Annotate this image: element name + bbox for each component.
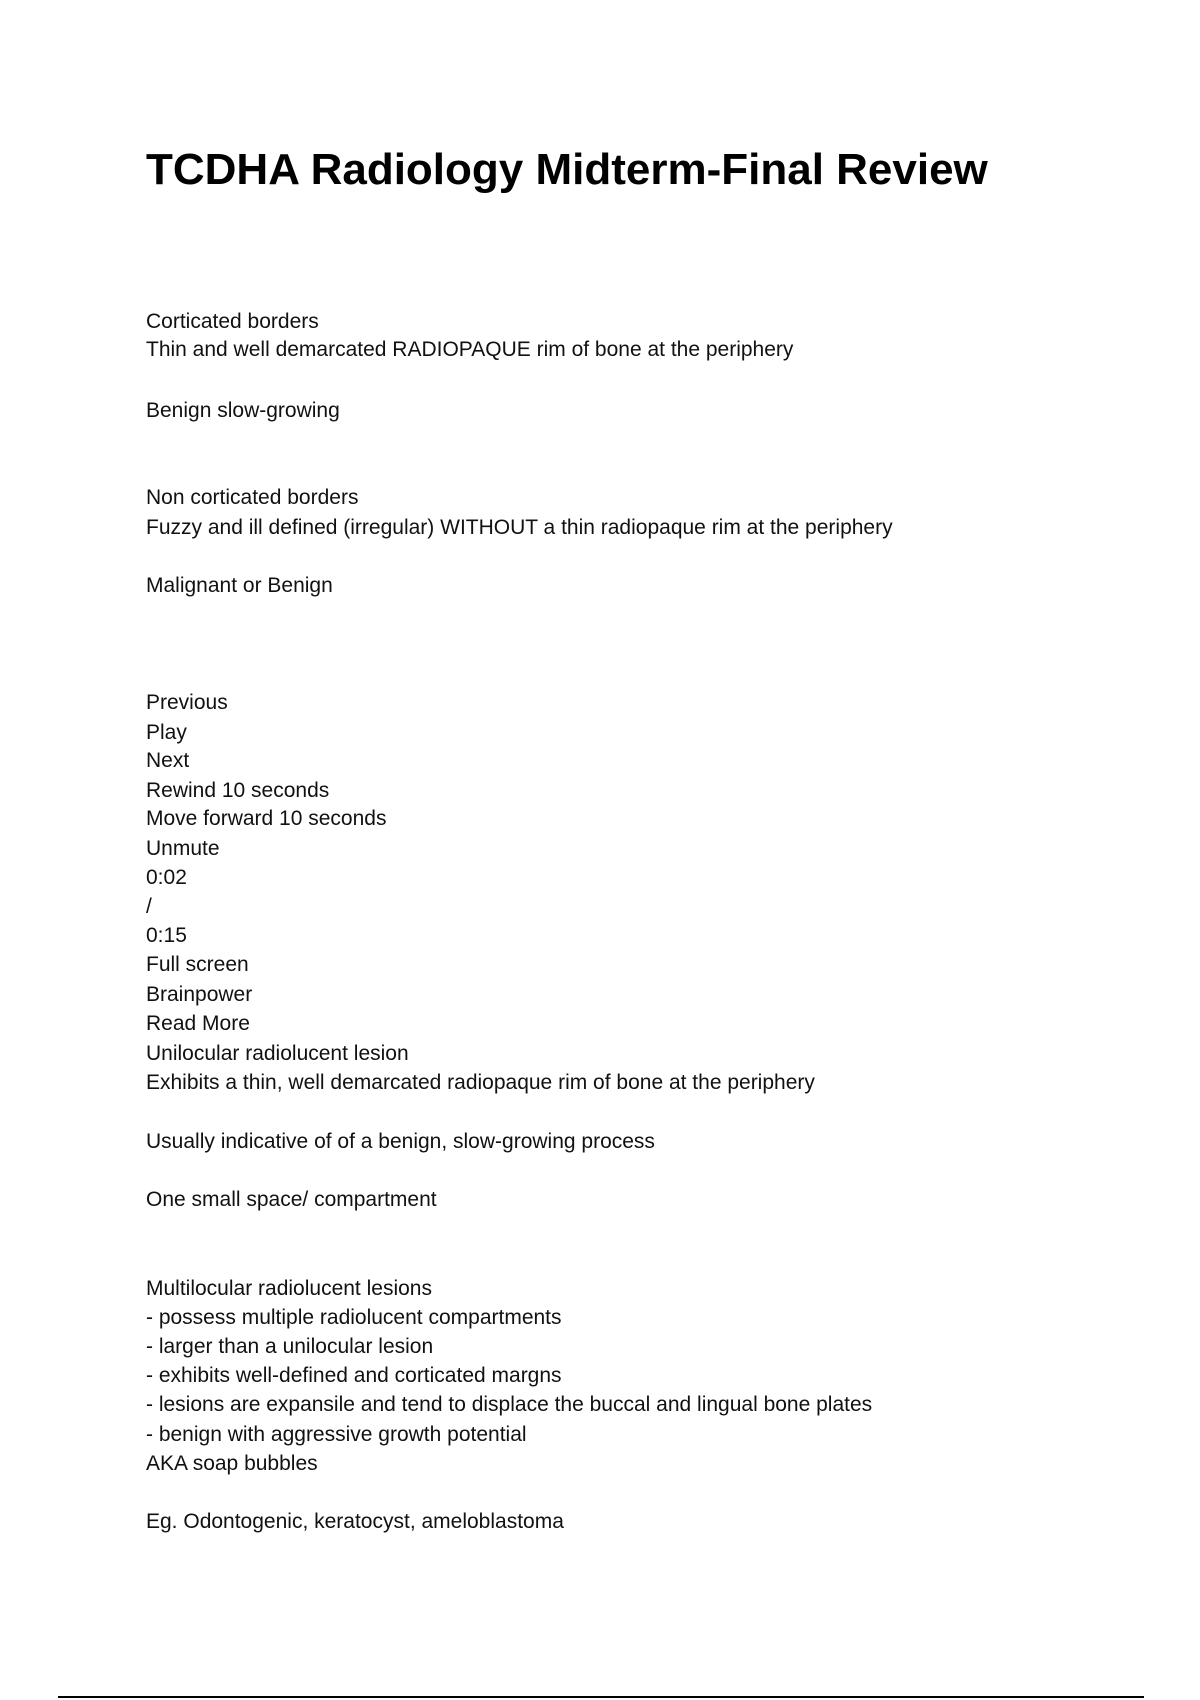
corticated-heading: Corticated borders [146, 310, 319, 333]
unilocular-note: Usually indicative of of a benign, slow-growing process [146, 1130, 655, 1153]
corticated-note: Benign slow-growing [146, 399, 340, 422]
unilocular-note2: One small space/ compartment [146, 1188, 437, 1211]
unmute-button[interactable]: Unmute [146, 837, 220, 860]
rewind-button[interactable]: Rewind 10 seconds [146, 779, 330, 802]
play-button[interactable]: Play [146, 721, 187, 744]
list-item: - benign with aggressive growth potential [146, 1423, 527, 1446]
page-title: TCDHA Radiology Midterm-Final Review [146, 145, 988, 194]
list-item: - possess multiple radiolucent compartments [146, 1306, 562, 1329]
multilocular-example: Eg. Odontogenic, keratocyst, ameloblastoma [146, 1510, 564, 1533]
multilocular-aka: AKA soap bubbles [146, 1452, 318, 1475]
next-button[interactable]: Next [146, 749, 190, 772]
multilocular-heading: Multilocular radiolucent lesions [146, 1277, 432, 1300]
unilocular-heading: Unilocular radiolucent lesion [146, 1042, 409, 1065]
read-more-link[interactable]: Read More [146, 1012, 250, 1035]
non-corticated-heading: Non corticated borders [146, 486, 359, 509]
duration: 0:15 [146, 924, 187, 947]
non-corticated-definition: Fuzzy and ill defined (irregular) WITHOUT a thin radiopaque rim at the periphery [146, 516, 893, 539]
list-item: - exhibits well-defined and corticated margns [146, 1364, 562, 1387]
brand-label: Brainpower [146, 983, 253, 1006]
forward-button[interactable]: Move forward 10 seconds [146, 807, 387, 830]
footer-divider [58, 1696, 1144, 1698]
fullscreen-button[interactable]: Full screen [146, 953, 249, 976]
list-item: - lesions are expansile and tend to displace the buccal and lingual bone plates [146, 1393, 873, 1416]
non-corticated-note: Malignant or Benign [146, 574, 333, 597]
list-item: - larger than a unilocular lesion [146, 1335, 434, 1358]
current-time: 0:02 [146, 866, 187, 889]
unilocular-definition: Exhibits a thin, well demarcated radiopaque rim of bone at the periphery [146, 1071, 815, 1094]
previous-button[interactable]: Previous [146, 691, 228, 714]
corticated-definition: Thin and well demarcated RADIOPAQUE rim of bone at the periphery [146, 338, 794, 361]
time-separator: / [146, 895, 152, 918]
